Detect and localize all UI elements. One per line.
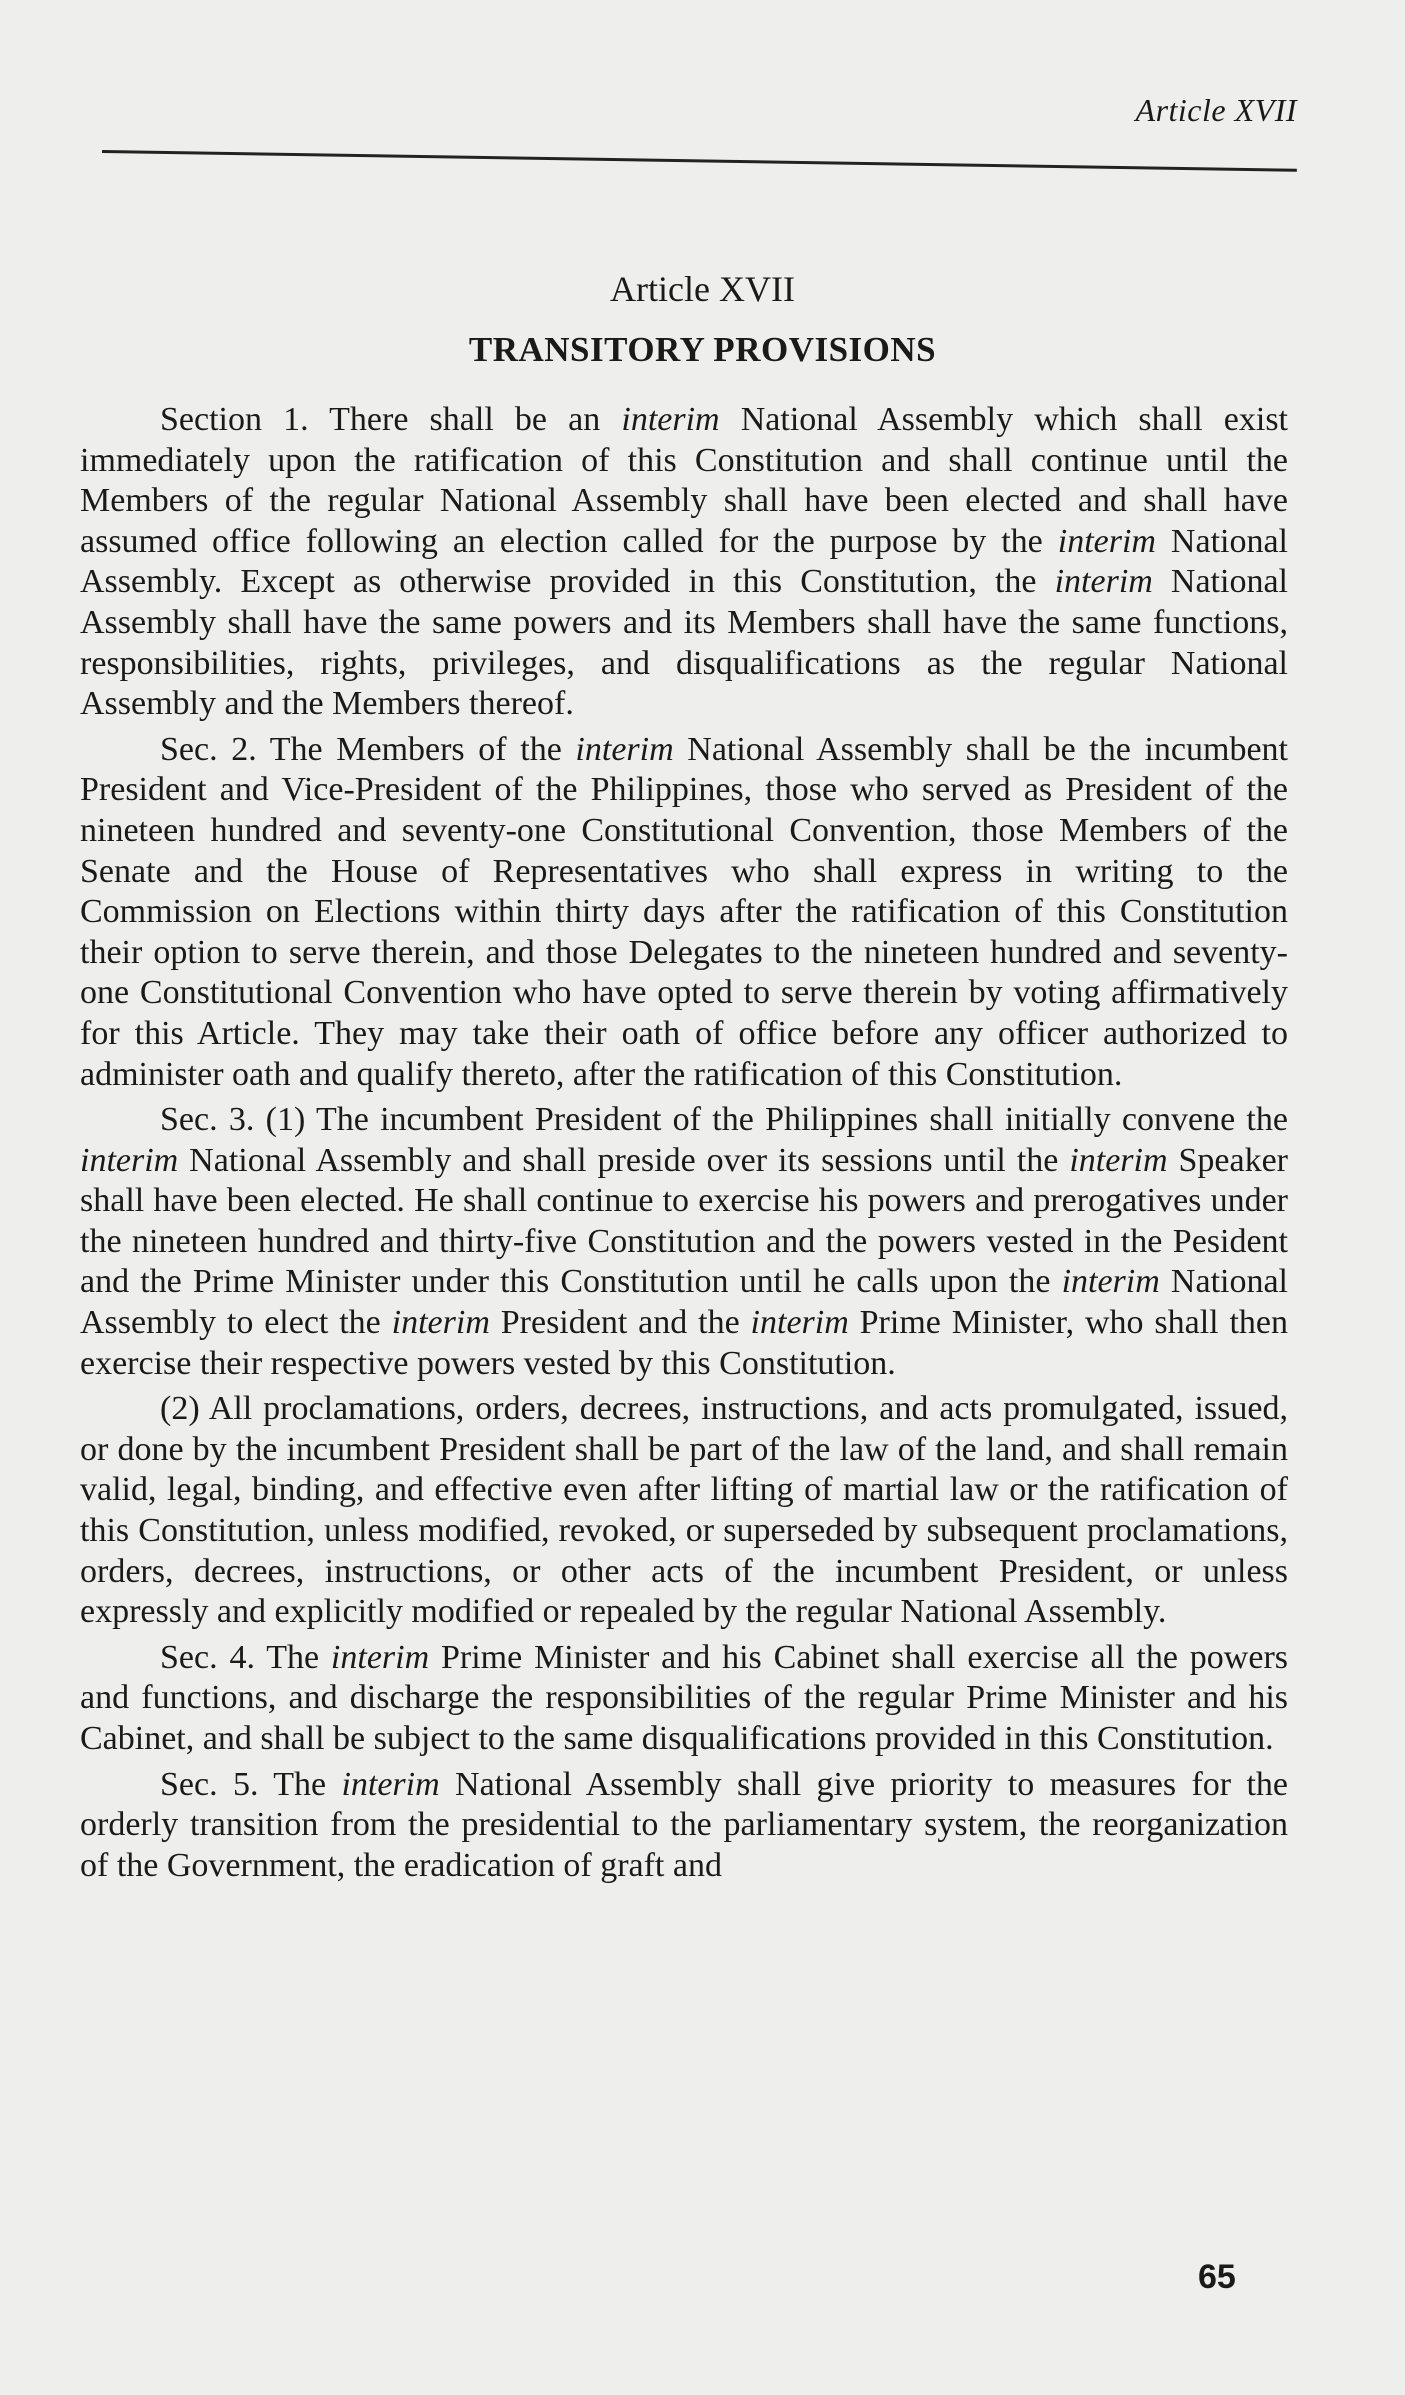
section-paragraph: Sec. 4. The interim Prime Minister and his Cabinet shall exercise all the powers and functions, and discharge the responsibilities of the regular Prime Minister and his Cabinet, and shall be subject to the same disqualifications provided in this Constitution. [80,1638,1288,1757]
running-head: Article XVII [1135,92,1297,128]
section-paragraph: Sec. 5. The interim National Assembly shall give priority to measures for the orderly transition from the presidential to the parliamentary system, the reorganization of the Government, the eradication of graft and [80,1765,1289,1884]
italic-term: interim [1057,522,1156,560]
italic-term: interim [1061,1263,1160,1301]
section-label: Sec. 3. (1) [160,1101,306,1139]
section-paragraph: (2) All proclamations, orders, decrees, instructions, and acts promulgated, issued, or done by the incumbent President shall be part of the law of the land, and shall remain valid, legal, binding, and effective even after lifting of martial law or the ratification of this Constitution, unless modified, revoked, or superseded by subsequent proclamations, orders, decrees, instructions, or other acts of the incumbent President, or unless expressly and explicitly modified or repealed by the regular National Assembly. [80,1390,1288,1631]
page-number: 65 [1198,2258,1236,2296]
section-paragraph: Sec. 2. The Members of the interim National Assembly shall be the incumbent President and Vice-President of the Philippines, those who served as President of the nineteen hundred and seventy-one Constitutional Convention, those Members of the Senate and the House of Representatives who shall express in writing to the Commission on Elections within thirty days after the ratification of this Constitution their option to serve therein, and those Delegates to the nineteen hundred and seventy-one Constitutional Convention who have opted to serve therein by voting affirmatively for this Article. They may take their oath of office before any officer authorized to administer oath and qualify thereto, after the ratification of this Constitution. [80,730,1288,1093]
section-label: Sec. 5. [160,1765,259,1803]
italic-term: interim [621,401,720,438]
article-heading: TRANSITORY PROVISIONS [468,330,937,369]
italic-term: interim [575,730,674,768]
italic-term: interim [330,1638,430,1676]
italic-term: interim [391,1304,490,1342]
section-label: Sec. 4. [160,1638,255,1676]
section-paragraph: Sec. 3. (1) The incumbent President of the Philippines shall initially convene the interim National Assembly and shall preside over its sessions until the interim Speaker shall have been elected. He shall continue to exercise his powers and prerogatives under the nineteen hundred and thirty-five Constitution and the powers vested in the Pesident and the Prime Minister under this Constitution until he calls upon the interim National Assembly to elect the interim President and the interim Prime Minister, who shall then exercise their respective powers vested by this Constitution. [80,1101,1289,1382]
italic-term: interim [750,1304,849,1342]
italic-term: interim [1054,563,1153,601]
section-label: Sec. 2. [160,730,257,768]
italic-term: interim [341,1765,440,1803]
section-label: Section 1. [160,401,309,438]
article-body [80,400,1288,1891]
italic-term: interim [1069,1141,1168,1179]
section-paragraph: Section 1. There shall be an interim National Assembly which shall exist immediately upon the ratification of this Constitution and shall continue until the Members of the regular National Assembly shall have been elected and shall have assumed office following an election called for the purpose by the interim National Assembly. Except as otherwise provided in this Constitution, the interim National Assembly shall have the same powers and its Members shall have the same functions, responsibilities, rights, privileges, and disqualifications as the regular National Assembly and the Members thereof. [80,401,1289,723]
header-rule [102,150,1297,172]
italic-term: interim [80,1141,179,1179]
section-label: (2) [160,1390,200,1428]
article-title: Article XVII [610,269,795,309]
